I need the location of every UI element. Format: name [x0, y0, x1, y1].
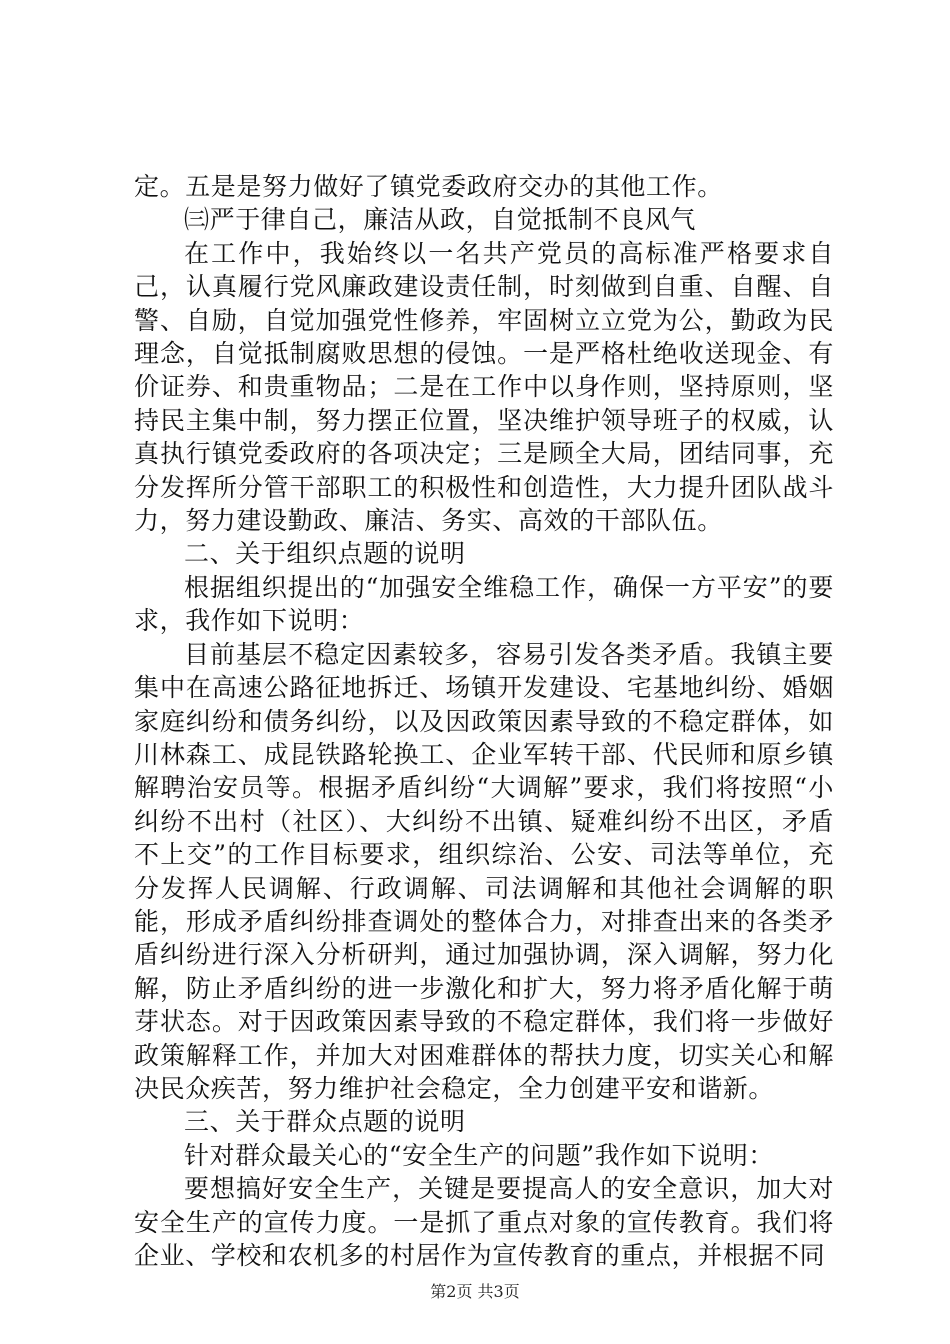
paragraph-public-intro: 针对群众最关心的“安全生产的问题”我作如下说明：: [184, 1140, 774, 1170]
paragraph-stability: 目前基层不稳定因素较多，容易引发各类矛盾。我镇主要集中在高速公路征地拆迁、场镇开发建设、宅基地纠纷、婚姻家庭纠纷和债务纠纷，以及因政策因素导致的不稳定群体，如川林森工、成昆铁路轮换工、企业军转干部、代民师和原乡镇解聘治安员等。根据矛盾纠纷“大调解”要求，我们将按照“小纠纷不出村（社区）、大纠纷不出镇、疑难纠纷不出区，矛盾不上交”的工作目标要求，组织综治、公安、司法等单位，充分发挥人民调解、行政调解、司法调解和其他社会调解的职能，形成矛盾纠纷排查调处的整体合力，对排查出来的各类矛盾纠纷进行深入分析研判，通过加强协调，深入调解，努力化解，防止矛盾纠纷的进一步激化和扩大，努力将矛盾化解于萌芽状态。对于因政策因素导致的不稳定群体，我们将一步做好政策解释工作，并加大对困难群体的帮扶力度，切实关心和解决民众疾苦，努力维护社会稳定，全力创建平安和谐新。: [134, 639, 834, 1103]
section-heading-organization: 二、关于组织点题的说明: [184, 539, 466, 569]
section-heading-3: ㈢严于律自己，廉洁从政，自觉抵制不良风气: [184, 205, 697, 235]
page-footer: 第2页 共3页: [430, 1282, 520, 1301]
paragraph-integrity: 在工作中，我始终以一名共产党员的高标准严格要求自己，认真履行党风廉政建设责任制，时刻做到自重、自醒、自警、自励，自觉加强党性修养，牢固树立立党为公，勤政为民理念，自觉抵制腐败思想的侵蚀。一是严格杜绝收送现金、有价证券、和贵重物品；二是在工作中以身作则，坚持原则，坚持民主集中制，努力摆正位置，坚决维护领导班子的权威，认真执行镇党委政府的各项决定；三是顾全大局，团结同事，充分发挥所分管干部职工的积极性和创造性，大力提升团队战斗力，努力建设勤政、廉洁、务实、高效的干部队伍。: [134, 238, 834, 536]
section-heading-public: 三、关于群众点题的说明: [184, 1107, 466, 1137]
document-body: [134, 170, 834, 1272]
paragraph-1: 定。五是是努力做好了镇党委政府交办的其他工作。: [134, 172, 723, 201]
paragraph-organization-intro: 根据组织提出的“加强安全维稳工作，确保一方平安”的要求，我作如下说明：: [134, 572, 834, 636]
paragraph-safety: 要想搞好安全生产，关键是要提高人的安全意识，加大对安全生产的宣传力度。一是抓了重点对象的宣传教育。我们将企业、学校和农机多的村居作为宣传教育的重点，并根据不同: [134, 1174, 834, 1270]
